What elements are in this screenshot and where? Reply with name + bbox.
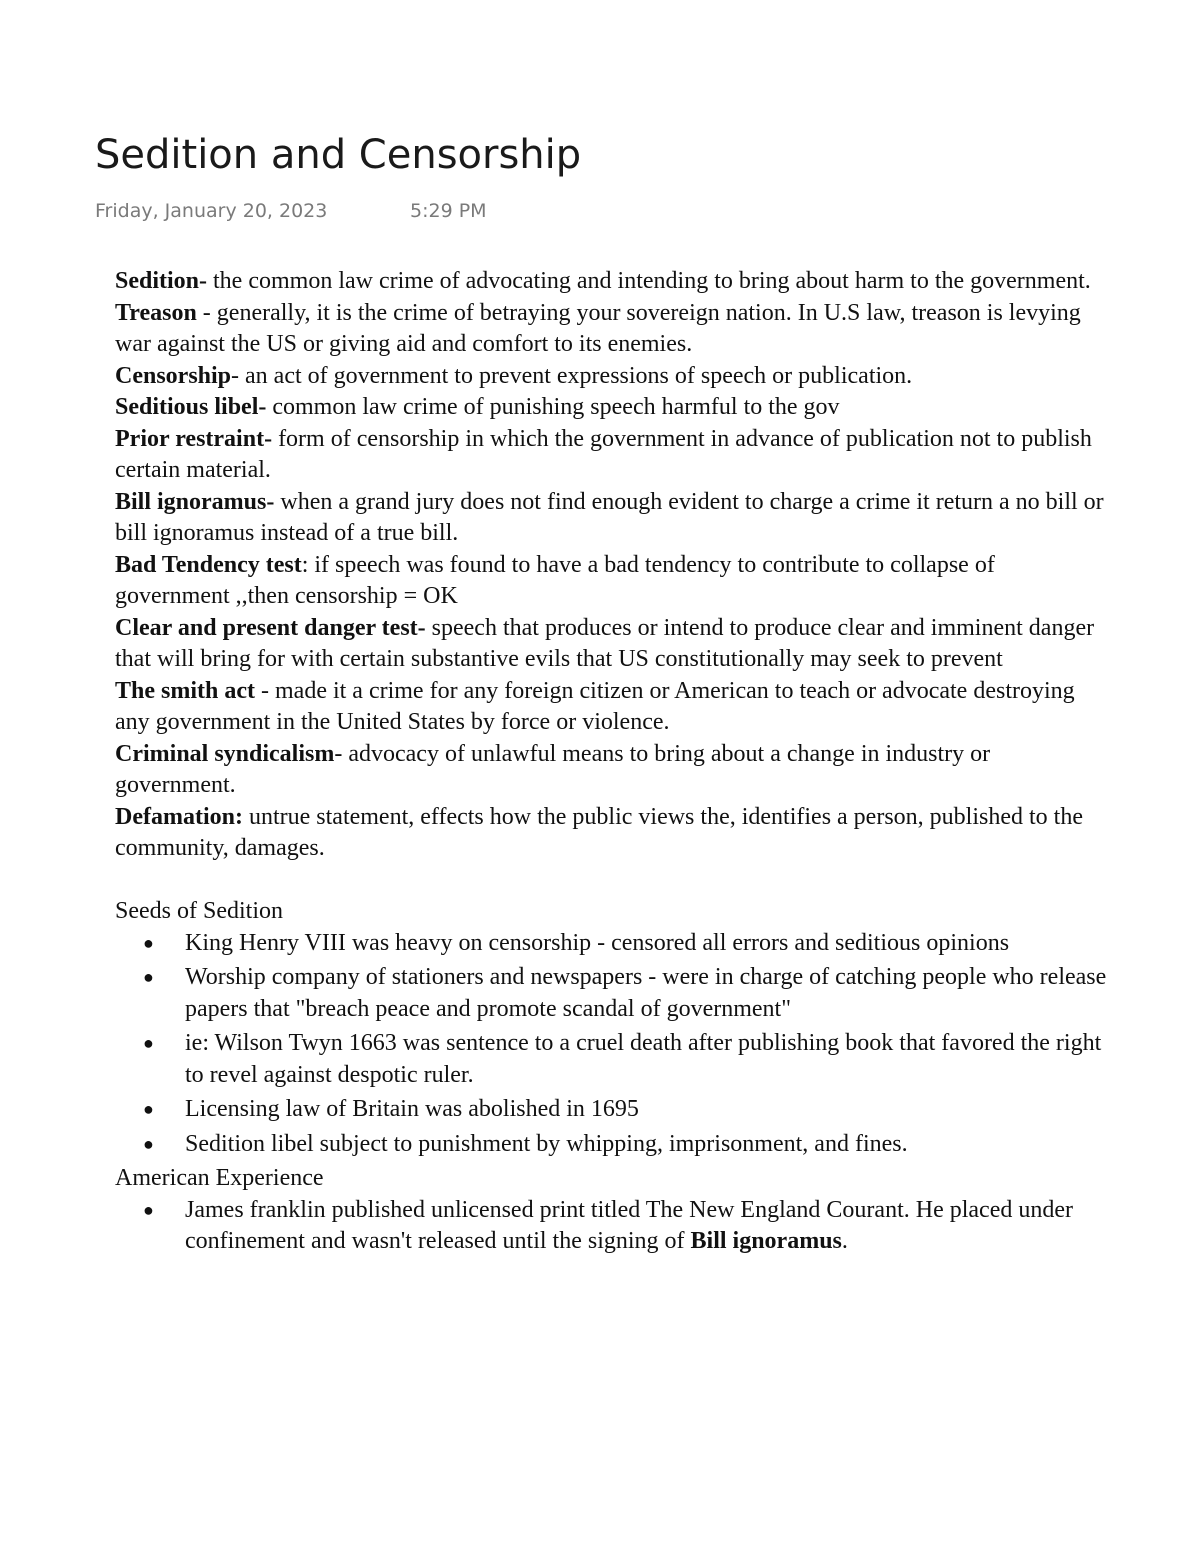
list-item-text: ie: Wilson Twyn 1663 was sentence to a cruel death after publishing book that favored the right to revel against despotic ruler. (185, 1030, 1102, 1088)
bullet-icon: ● (143, 967, 154, 987)
paragraph-gap (115, 865, 1115, 897)
section-heading-american: American Experience (115, 1165, 324, 1191)
definition-term: Treason (115, 299, 197, 326)
list-item-text: Sedition libel subject to punishment by whipping, imprisonment, and fines. (185, 1130, 908, 1157)
definition-term: Censorship (115, 362, 232, 389)
definition-term: Bad Tendency test (115, 551, 302, 578)
definition-criminal-syndicalism (115, 739, 1115, 802)
bullet-icon: ● (143, 1033, 154, 1053)
note-date: Friday, January 20, 2023 (95, 200, 328, 222)
definition-text: - advocacy of unlawful means to bring about a change in industry or government. (115, 740, 991, 798)
definition-term: Defamation: (115, 803, 243, 830)
bullet-icon: ● (143, 1099, 154, 1119)
bullet-icon: ● (143, 932, 154, 953)
definition-text: - made it a crime for any foreign citizen or American to teach or advocate destroying any government in the United States by force or violence. (115, 677, 1075, 735)
definition-treason (115, 298, 1115, 361)
definition-sedition (115, 266, 1115, 298)
section-heading-seeds: Seeds of Sedition (115, 898, 283, 924)
definition-term: Prior restraint- (115, 425, 273, 452)
definition-term: Clear and present danger test- (115, 614, 426, 641)
list-item-text: King Henry VIII was heavy on censorship - censored all errors and seditious opinions (185, 929, 1010, 956)
definition-censorship (115, 361, 1115, 393)
definition-term: Bill ignoramus- (115, 488, 275, 515)
definition-text: common law crime of punishing speech harmful to the gov (266, 394, 840, 420)
definition-text: untrue statement, effects how the public views the, identifies a person, published to the community, damages. (115, 803, 1083, 861)
definition-term: The smith act (115, 677, 255, 704)
list-item-text-end: . (841, 1228, 848, 1254)
american-list (115, 1195, 1115, 1258)
list-item (115, 928, 1115, 960)
definition-text: the common law crime of advocating and intending to bring about harm to the government. (207, 268, 1091, 294)
list-item-bold-term: Bill ignoramus (690, 1228, 842, 1254)
list-item (115, 962, 1115, 1025)
definition-bad-tendency-test (115, 550, 1115, 613)
definition-term: Criminal syndicalism (115, 740, 335, 767)
note-body (115, 266, 1115, 1438)
definition-text: when a grand jury does not find enough evident to charge a crime it return a no bill or bill ignoramus instead of a true bill. (115, 488, 1104, 546)
definition-text: form of censorship in which the government in advance of publication not to publish certain material. (115, 425, 1092, 483)
list-item (115, 1195, 1115, 1258)
definition-text: - an act of government to prevent expressions of speech or publication. (231, 362, 913, 389)
list-item-text: Licensing law of Britain was abolished in 1695 (185, 1096, 639, 1122)
list-item (115, 1094, 1115, 1126)
bullet-icon: ● (143, 1199, 154, 1220)
list-item-text: Worship company of stationers and newspapers - were in charge of catching people who release papers that "breach peace and promote scandal of government" (185, 964, 1107, 1022)
list-item-text: James franklin published unlicensed print titled The New England Courant. He placed under confinement and wasn't released until the signing of (185, 1196, 1073, 1254)
definition-term: Sedition- (115, 268, 208, 294)
definition-prior-restraint (115, 424, 1115, 487)
definition-clear-present-danger (115, 613, 1115, 676)
note-time: 5:29 PM (410, 200, 487, 222)
definition-seditious-libel (115, 392, 1115, 424)
bullet-icon: ● (143, 1133, 154, 1154)
definition-bill-ignoramus (115, 487, 1115, 550)
list-item (115, 1129, 1115, 1161)
list-item (115, 1028, 1115, 1091)
definition-text: : if speech was found to have a bad tendency to contribute to collapse of government ,,then censorship = OK (115, 551, 995, 609)
definition-term: Seditious libel- (115, 394, 267, 420)
definition-text: - generally, it is the crime of betraying your sovereign nation. In U.S law, treason is levying war against the US or giving aid and comfort to its enemies. (115, 299, 1081, 357)
definition-smith-act (115, 676, 1115, 739)
definition-text: speech that produces or intend to produce clear and imminent danger that will bring for with certain substantive evils that US constitutionally may seek to prevent (115, 614, 1095, 672)
seeds-list (115, 928, 1115, 1161)
note-title: Sedition and Censorship (95, 132, 582, 178)
definition-defamation (115, 802, 1115, 865)
